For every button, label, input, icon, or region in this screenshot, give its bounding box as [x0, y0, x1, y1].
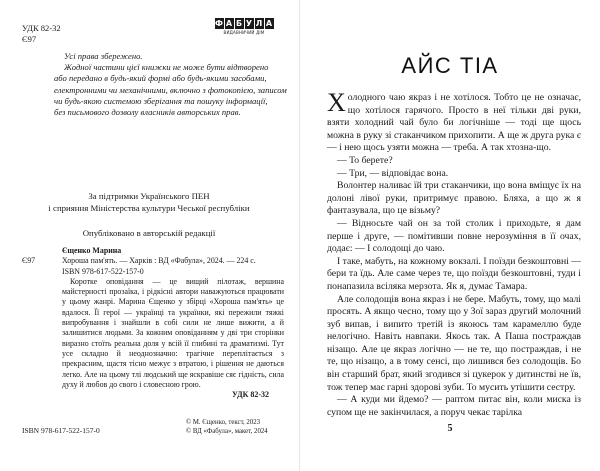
author-code: Є97	[22, 256, 36, 266]
support-notice	[20, 191, 278, 240]
rights-notice	[54, 51, 294, 118]
rights-line: Жодної частини цієї книжки не може бути відтворено	[64, 62, 269, 73]
rights-line: електронними чи механічними, включно з фотокопією, записом	[54, 84, 287, 95]
author-code-top: Є97	[22, 34, 37, 44]
paragraph: — Три, — відповідає вона.	[337, 167, 449, 179]
book-title-line: Хороша пам'ять. — Харків : ВД «Фабула», 2024. — 224 с.	[62, 256, 256, 266]
paragraph: — То берете?	[337, 154, 393, 166]
story-text	[327, 88, 581, 419]
bibliographic-record	[22, 246, 284, 390]
logo-subtitle: ВИДАВНИЧИЙ ДІМ	[223, 30, 265, 35]
annotation: Коротке оповідання — це вищий пілотаж, вершина майстерності прозаїка, і рідкісні автори наважуються працювати у цьому жанрі. Марина Єщенко у збірці «Хороша пам'ять» це вдалося. Її герої — українці та українки, які пережили тяжкі випробування і знайшли в собі сили не лише вижити, а й залишитися людьми. За кожним оповіданням у дві три сторінки виразно стоїть реальна доля у всій її глибині та драматизмі. Тут усе складно й неоднозначно: трагічне переплітається з прекрасним, щастя тісно межує з втратою, і рішення не даються легко. Але на цьому тлі людський ще яскравіше сяє гідність, сила духу й любов до свого і словесною грою.	[62, 276, 284, 389]
copyright	[186, 418, 268, 436]
paragraph: — А куди ми йдемо? — раптом питає він, коли миска із супом ще не закінчилася, а поруч чекає тарілка	[327, 394, 581, 418]
publisher-logo	[213, 18, 275, 35]
rights-line: без письмового дозволу власників авторських прав.	[54, 107, 241, 118]
udk-bottom: УДК 82-32	[232, 390, 270, 399]
drop-cap: Х	[327, 88, 346, 117]
logo-letter: Б	[235, 19, 243, 28]
page-number: 5	[447, 423, 453, 434]
logo-letter: Л	[255, 19, 263, 28]
logo-letter: А	[225, 19, 233, 28]
right-page	[300, 0, 600, 471]
logo-letter: А	[265, 19, 273, 28]
isbn-line: ISBN 978-617-522-157-0	[62, 266, 144, 276]
paragraph: Волонтер наливає їй три стаканчики, що вона вміщує їх на долоні лівої руки, притримує правою. Бляха, а що ж я фантазувала, що це візьму?	[327, 180, 581, 217]
paragraph: — Відносьте чай он за той столик і приходьте, я дам перше і друге, — помітивши повне нерозуміння в її очах, додає: — І солодощі до чаю.	[327, 217, 581, 255]
first-paragraph-text: олодного чаю якраз і не хотілося. Тобто це не означає, що хотілося гарячого. Просто в неї тільки дві руки, взяти холодний чай було би логічніше — тоді ще щось можна в руку зі стаканчиком прихопити. А ще ж друга рука є — і нею щось узяти можна — треба. А так хтозна-що.	[327, 92, 581, 154]
rights-line: чи будь-якою системою зберігання та пошуку інформації,	[54, 95, 268, 106]
rights-line: або передано в будь-який формі або будь-якими засобами,	[54, 73, 267, 84]
first-paragraph	[327, 88, 581, 155]
isbn-bottom: ISBN 978-617-522-157-0	[22, 426, 100, 435]
support-line: і сприяння Міністерства культури Чеської республіки	[48, 202, 250, 213]
logo-letter: У	[245, 19, 253, 28]
published-note: Опубліковано в авторській редакції	[82, 228, 216, 238]
copyright-line: © ВД «Фабула», макет, 2024	[186, 428, 268, 435]
udk-top-code: УДК 82-32	[22, 23, 61, 33]
logo-letter: Ф	[215, 19, 223, 28]
paragraph: І таке, мабуть, на кожному вокзалі. І поїзди безкоштовні — бери та їдь. Але саме через те, що поїзди безкоштовні, туди і понапазила всіляка мерзота. Як я, думає Тамара.	[327, 255, 581, 292]
paragraph: Але солодощів вона якраз і не бере. Мабуть, тому, що малі просять. А якщо чесно, тому що у Зої зараз другий молочний зуб випав, і випито третій із якоюсь там карамеллю буде нелогічно. Навіть навпаки. Якось так. А Паша постраждав нізащо. Але це якраз логічно — не те, що постраждав, і не те, що нізащо, а в тому сенсі, що лишився без солодощів. Бо він старший брат, який згодився зі цукерок у дитинстві не їв, тож тепер має гарні здорові зуби. То мусить утішити сестру.	[327, 293, 581, 393]
story-title: АЙС ТІА	[401, 53, 499, 78]
udk-header	[22, 23, 61, 45]
rights-line: Усі права збережено.	[64, 51, 143, 61]
copyright-line: © М. Єщенко, текст, 2023	[186, 419, 261, 426]
support-line: За підтримки Українського ПЕН	[88, 191, 210, 201]
author-name: Єщенко Марина	[62, 246, 122, 255]
